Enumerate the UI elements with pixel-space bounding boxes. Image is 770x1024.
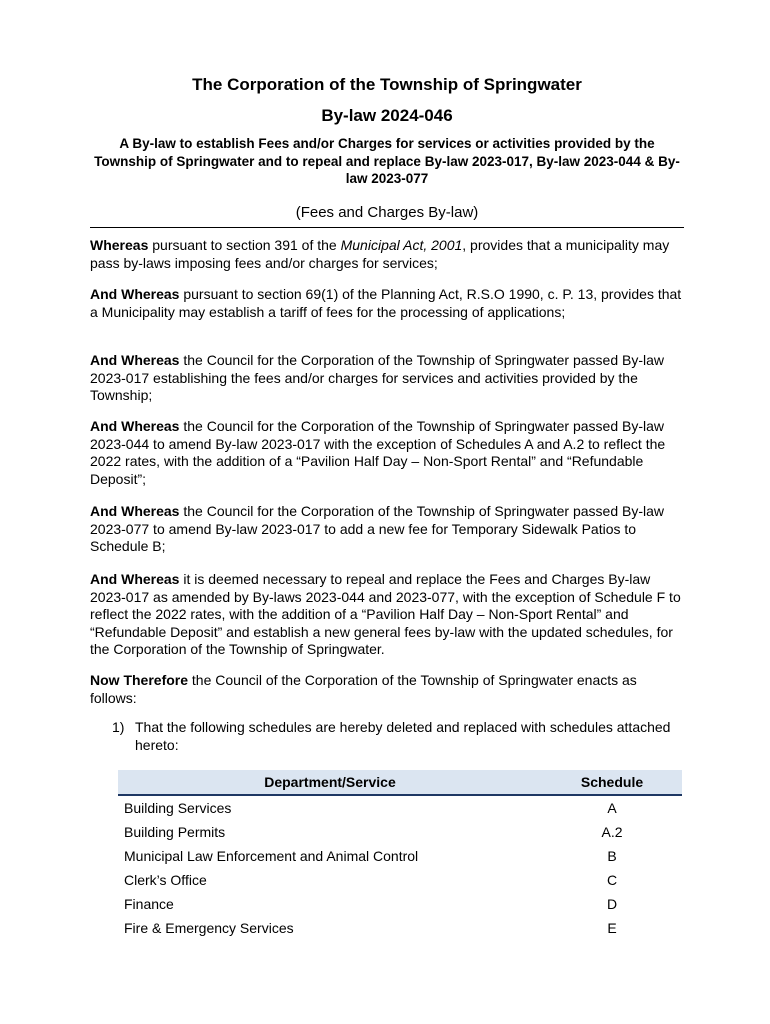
table-row xyxy=(118,916,682,940)
recital-lead: And Whereas xyxy=(90,286,180,302)
table-header-row xyxy=(118,770,682,795)
department-cell: Finance xyxy=(124,896,174,912)
recital-paragraph-5 xyxy=(90,503,682,556)
department-cell: Building Services xyxy=(124,800,232,816)
table-row xyxy=(118,844,682,868)
recital-paragraph-2 xyxy=(90,286,682,321)
recital-paragraph-3 xyxy=(90,352,682,405)
table-row xyxy=(118,820,682,844)
schedule-cell: A xyxy=(607,800,617,816)
recital-paragraph-1 xyxy=(90,237,682,272)
recital-text: , provides that a municipality may pass by-laws imposing fees and/or charges for services; xyxy=(90,237,670,271)
recital-text: the Council for the Corporation of the Township of Springwater passed By-law 2023-017 establishing the fees and/or charges for services and activities provided by the Township; xyxy=(90,352,665,403)
bylaw-subtitle: A By-law to establish Fees and/or Charges for services or activities provided by the Township of Springwater and to repeal and replace By-law 2023-017, By-law 2023-044 & By-law 2023-077 xyxy=(94,136,680,186)
recital-text: the Council for the Corporation of the Township of Springwater passed By-law 2023-077 to amend By-law 2023-017 to add a new fee for Temporary Sidewalk Patios to Schedule B; xyxy=(90,503,665,554)
enactment-item-text: That the following schedules are hereby deleted and replaced with schedules attached hereto: xyxy=(135,719,671,753)
column-header-department: Department/Service xyxy=(118,770,542,795)
department-cell: Fire & Emergency Services xyxy=(124,920,294,936)
enactment-item-1 xyxy=(112,719,682,754)
bylaw-number: By-law 2024-046 xyxy=(321,106,453,125)
recital-paragraph-4 xyxy=(90,418,682,488)
recital-citation: Municipal Act, 2001 xyxy=(340,237,463,253)
schedule-cell: C xyxy=(606,872,618,888)
enactment-item-number: 1) xyxy=(112,719,125,735)
column-header-schedule: Schedule xyxy=(542,770,682,795)
recital-text: it is deemed necessary to repeal and replace the Fees and Charges By-law 2023-017 as amended by By-laws 2023-044 and 2023-077, with the exception of Schedule F to reflect the 2022 rates, with the addition of a “Pavilion Half Day – Non-Sport Rental” and “Refundable Deposit” and establish a new general fees by-law with the updated schedules, for the Corporation of the Township of Springwater. xyxy=(90,571,681,657)
short-title: (Fees and Charges By-law) xyxy=(295,204,479,221)
schedule-cell: D xyxy=(606,896,618,912)
schedule-cell: E xyxy=(607,920,617,936)
table-row xyxy=(118,795,682,820)
recital-text: pursuant to section 69(1) of the Planning Act, R.S.O 1990, c. P. 13, provides that a Municipality may establish a tariff of fees for the processing of applications; xyxy=(90,286,682,320)
recital-lead: And Whereas xyxy=(90,503,180,519)
table-row xyxy=(118,892,682,916)
department-cell: Municipal Law Enforcement and Animal Control xyxy=(124,848,419,864)
department-cell: Clerk’s Office xyxy=(124,872,207,888)
recital-text: the Council for the Corporation of the Township of Springwater passed By-law 2023-044 to amend By-law 2023-017 with the exception of Schedules A and A.2 to reflect the 2022 rates, with the addition of a “Pavilion Half Day – Non-Sport Rental” and “Refundable Deposit”; xyxy=(90,418,666,487)
schedule-cell: B xyxy=(607,848,617,864)
recital-paragraph-6 xyxy=(90,571,682,659)
document-title: The Corporation of the Township of Springwater xyxy=(192,75,582,94)
schedule-table xyxy=(118,770,682,940)
department-cell: Building Permits xyxy=(124,824,226,840)
enacting-text: the Council of the Corporation of the Township of Springwater enacts as follows: xyxy=(90,672,637,706)
enacting-lead: Now Therefore xyxy=(90,672,189,688)
enacting-paragraph xyxy=(90,672,682,707)
schedule-cell: A.2 xyxy=(601,824,623,840)
recital-lead: And Whereas xyxy=(90,571,180,587)
table-row xyxy=(118,868,682,892)
recital-lead: Whereas xyxy=(90,237,149,253)
recital-lead: And Whereas xyxy=(90,352,180,368)
recital-text: pursuant to section 391 of the xyxy=(148,237,341,253)
divider xyxy=(90,227,684,228)
recital-lead: And Whereas xyxy=(90,418,180,434)
